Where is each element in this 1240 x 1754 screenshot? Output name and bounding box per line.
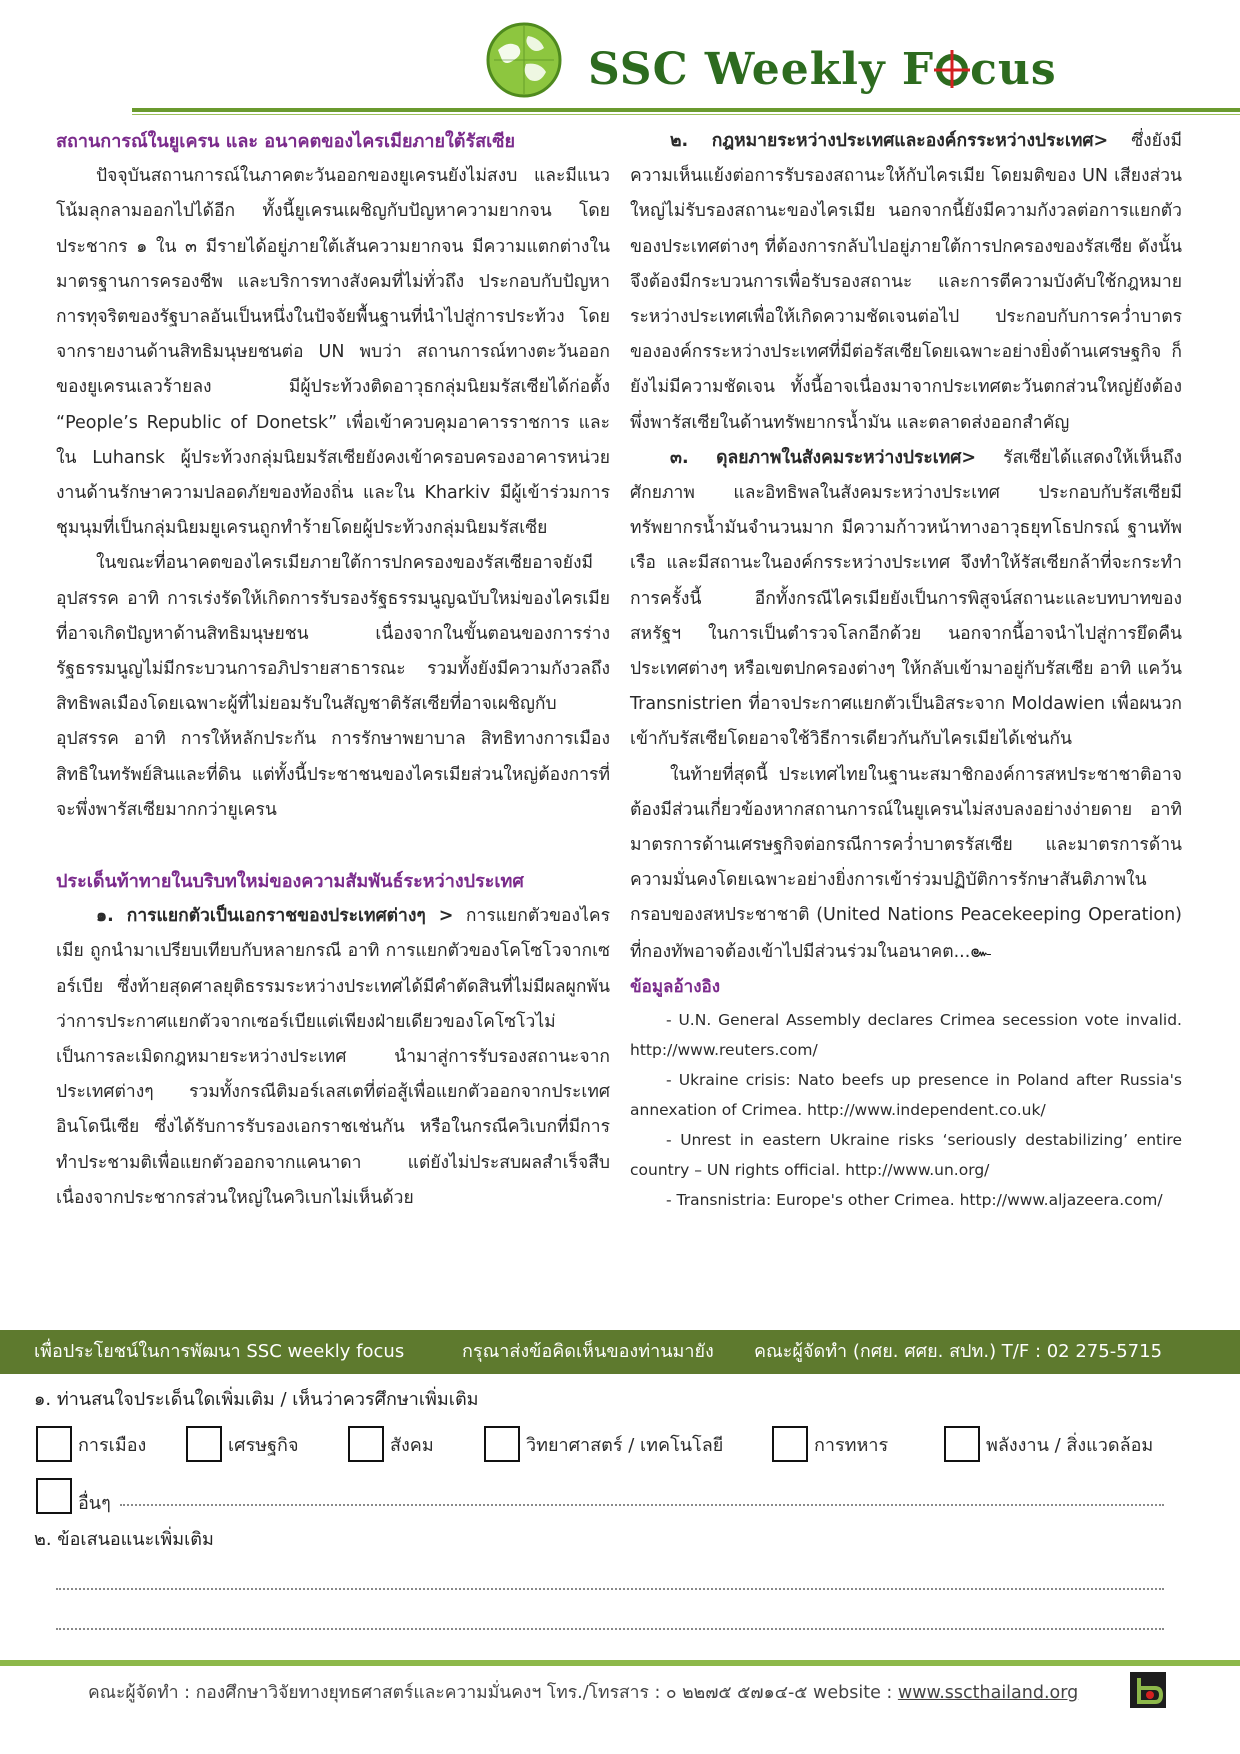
suggestion-line-1[interactable] xyxy=(56,1588,1164,1590)
header xyxy=(0,0,1240,120)
paragraph-balance xyxy=(630,441,1182,758)
point-3-lead: ๓. ดุลยภาพในสังคมระหว่างประเทศ> xyxy=(670,447,977,468)
paragraph-secession xyxy=(56,899,610,1216)
paragraph-ukraine-situation: ปัจจุบันสถานการณ์ในภาคตะวันออกของยูเครนยังไม่สงบ และมีแนวโน้มลุกลามออกไปได้อีก ทั้งนี้ยูเครนเผชิญกับปัญหาความยากจน โดยประชากร ๑ ใน ๓ มีรายได้อยู่ภายใต้เส้นความยากจน มีความแตกต่างในมาตรฐานการครองชีพ และบริการทางสังคมที่ไม่ทั่วถึง ประกอบกับปัญหาการทุจริตของรัฐบาลอันเป็นหนึ่งในปัจจัยพื้นฐานที่นำไปสู่การประท้วง โดยจากรายงานด้านสิทธิมนุษยชนต่อ UN พบว่า สถานการณ์ทางตะวันออกของยูเครนเลวร้ายลง มีผู้ประท้วงติดอาวุธกลุ่มนิยมรัสเซียได้ก่อตั้ง “People’s Republic of Donetsk” เพื่อเข้าควบคุมอาคารราชการ และใน Luhansk ผู้ประท้วงกลุ่มนิยมรัสเซียยังคงเข้าครอบครองอาคารหน่วยงานด้านรักษาความปลอดภัยของท้องถิ่น และใน Kharkiv มีผู้เข้าร่วมการชุมนุมที่เป็นกลุ่มนิยมยูเครนถูกทำร้ายโดยผู้ประท้วงกลุ่มนิยมรัสเซีย xyxy=(56,166,610,539)
reference-link[interactable]: http://www.aljazeera.com/ xyxy=(959,1191,1163,1210)
reference-title: - Ukraine crisis: Nato beefs up presence in Poland after Russia's annexation of Crimea. xyxy=(630,1071,1182,1120)
band-mid-text: กรุณาส่งข้อคิดเห็นของท่านมายัง xyxy=(462,1341,714,1362)
left-column xyxy=(56,124,610,1216)
point-3-text: รัสเซียได้แสดงให้เห็นถึงศักยภาพ และอิทธิพลในสังคมระหว่างประเทศ ประกอบกับรัสเซียมีทรัพยากรน้ำมันจำนวนมาก มีความก้าวหน้าทางอาวุธยุทโธปกรณ์ ฐานทัพเรือ และมีสถานะในองค์กรระหว่างประเทศ จึงทำให้รัสเซียกล้าที่จะกระทำการครั้งนี้ อีกทั้งกรณีไครเมียยังเป็นการพิสูจน์สถานะและบทบาทของสหรัฐฯ ในการเป็นตำรวจโลกอีกด้วย นอกจากนี้อาจนำไปสู่การยึดคืนประเทศต่างๆ หรือเขตปกครองต่างๆ ให้กลับเข้ามาอยู่กับรัสเซีย อาทิ แคว้น Transnistrien ที่อาจประกาศแยกตัวเป็นอิสระจาก Moldawien เพื่อผนวกเข้ากับรัสเซียโดยอาจใช้วิธีการเดียวกันกับไครเมียได้เช่นกัน xyxy=(630,447,1182,750)
website-link[interactable]: www.sscthailand.org xyxy=(897,1683,1079,1703)
checkbox-label: เศรษฐกิจ xyxy=(228,1435,299,1456)
brand-title xyxy=(588,44,1057,95)
checkbox-label: วิทยาศาสตร์ / เทคโนโลยี xyxy=(526,1435,724,1456)
brand-text-start: SSC Weekly F xyxy=(588,44,935,95)
checkbox-box[interactable] xyxy=(944,1426,980,1462)
reference-title: - Transnistria: Europe's other Crimea. xyxy=(666,1191,955,1210)
paragraph-international-law xyxy=(630,124,1182,441)
end-flourish-icon: ๛ xyxy=(970,940,992,962)
section-title-challenges: ประเด็นท้าทายในบริบทใหม่ของความสัมพันธ์ระหว่างประเทศ xyxy=(56,871,524,893)
checkbox-box[interactable] xyxy=(348,1426,384,1462)
point-2-text: ซึ่งยังมีความเห็นแย้งต่อการรับรองสถานะให้กับไครเมีย โดยมติของ UN เสียงส่วนใหญ่ไม่รับรองสถานะของไครเมีย นอกจากนี้ยังมีความกังวลต่อการแยกตัวของประเทศต่างๆ ที่ต้องการกลับไปอยู่ภายใต้การปกครองของรัสเซีย ดังนั้นจึงต้องมีกระบวนการเพื่อรับรองสถานะ และการตีความบังคับใช้กฎหมายระหว่างประเทศเพื่อให้เกิดความชัดเจนต่อไป ประกอบกับการคว่ำบาตรขององค์กรระหว่างประเทศที่มีต่อรัสเซียโดยเฉพาะอย่างยิ่งด้านเศรษฐกิจ ก็ยังไม่มีความชัดเจน ทั้งนี้อาจเนื่องมาจากประเทศตะวันตกส่วนใหญ่ยังต้องพึ่งพารัสเซียในด้านทรัพยากรน้ำมัน และตลาดส่งออกสำคัญ xyxy=(630,131,1182,433)
checkbox-label: พลังงาน / สิ่งแวดล้อม xyxy=(986,1435,1154,1456)
reference-link[interactable]: http://www.independent.co.uk/ xyxy=(807,1101,1046,1120)
reference-link[interactable]: http://www.reuters.com/ xyxy=(630,1041,818,1060)
checkbox-box[interactable] xyxy=(772,1426,808,1462)
checkbox-box[interactable] xyxy=(36,1478,72,1514)
reference-link[interactable]: http://www.un.org/ xyxy=(845,1161,990,1180)
reference-item xyxy=(630,1005,1182,1065)
band-right-text: คณะผู้จัดทำ (กศย. ศศย. สปท.) T/F : 02 275-5715 xyxy=(754,1341,1163,1362)
point-2-lead: ๒. กฎหมายระหว่างประเทศและองค์กรระหว่างประเทศ> xyxy=(670,131,1109,151)
question-1: ๑. ท่านสนใจประเด็นใดเพิ่มเติม / เห็นว่าควรศึกษาเพิ่มเติม xyxy=(34,1389,479,1410)
footer xyxy=(88,1678,1078,1706)
globe-logo-icon xyxy=(484,20,564,100)
conclusion-text: ในท้ายที่สุดนี้ ประเทศไทยในฐานะสมาชิกองค์การสหประชาชาติอาจต้องมีส่วนเกี่ยวข้องหากสถานการณ์ในยูเครนไม่สงบลงอย่างง่ายดาย อาทิ มาตรการด้านเศรษฐกิจต่อกรณีการคว่ำบาตรรัสเซีย และมาตรการด้านความมั่นคงโดยเฉพาะอย่างยิ่งการเข้าร่วมปฏิบัติการรักษาสันติภาพในกรอบของสหประชาชาติ (United Nations Peacekeeping Operation) ที่กองทัพอาจต้องเข้าไปมีส่วนร่วมในอนาคต... xyxy=(630,764,1182,962)
footer-rule xyxy=(0,1660,1240,1666)
suggestion-line-2[interactable] xyxy=(56,1628,1164,1630)
references-list xyxy=(630,1005,1182,1215)
checkbox-label: สังคม xyxy=(390,1435,434,1456)
feedback-band xyxy=(0,1330,1240,1374)
band-left-text: เพื่อประโยชน์ในการพัฒนา SSC weekly focus xyxy=(34,1341,405,1362)
brand-text-end: cus xyxy=(970,44,1057,95)
reference-item xyxy=(630,1065,1182,1125)
question-2: ๒. ข้อเสนอแนะเพิ่มเติม xyxy=(34,1529,214,1550)
point-1-lead: ๑. การแยกตัวเป็นเอกราชของประเทศต่างๆ > xyxy=(96,906,454,927)
checkbox-box[interactable] xyxy=(484,1426,520,1462)
crosshair-o-icon xyxy=(932,48,972,88)
paragraph-conclusion xyxy=(630,758,1182,970)
paragraph-crimea-future: ในขณะที่อนาคตของไครเมียภายใต้การปกครองของรัสเซียอาจยังมีอุปสรรค อาทิ การเร่งรัดให้เกิดการรับรองรัฐธรรมนูญฉบับใหม่ของไครเมียที่อาจเกิดปัญหาด้านสิทธิมนุษยชน เนื่องจากในขั้นตอนของการร่างรัฐธรรมนูญไม่มีกระบวนการอภิปรายสาธารณะ รวมทั้งยังมีความกังวลถึงสิทธิพลเมืองโดยเฉพาะผู้ที่ไม่ยอมรับในสัญชาติรัสเซียที่อาจเผชิญกับอุปสรรค อาทิ การให้หลักประกัน การรักษาพยาบาล สิทธิทางการเมือง สิทธิในทรัพย์สินและที่ดิน แต่ทั้งนี้ประชาชนของไครเมียส่วนใหญ่ต้องการที่จะพึ่งพารัสเซียมากกว่ายูเครน xyxy=(56,553,610,820)
header-rule xyxy=(132,108,1240,112)
checkbox-box[interactable] xyxy=(36,1426,72,1462)
checkbox-label: การเมือง xyxy=(78,1435,147,1456)
reference-title: - U.N. General Assembly declares Crimea secession vote invalid. xyxy=(666,1011,1182,1030)
ssc-logo-icon xyxy=(1130,1672,1166,1708)
checkbox-label: อื่นๆ xyxy=(78,1493,111,1514)
footer-text: คณะผู้จัดทำ : กองศึกษาวิจัยทางยุทธศาสตร์และความมั่นคงฯ โทร./โทรสาร : ๐ ๒๒๗๕ ๕๗๑๔-๕ website : xyxy=(88,1683,898,1703)
reference-item xyxy=(630,1125,1182,1185)
reference-title: - Unrest in eastern Ukraine risks ‘seriously destabilizing’ entire country – UN rights official. xyxy=(630,1131,1182,1180)
right-column xyxy=(630,124,1182,1215)
other-input-line[interactable] xyxy=(120,1504,1164,1506)
checkbox-box[interactable] xyxy=(186,1426,222,1462)
checkbox-label: การทหาร xyxy=(814,1435,889,1456)
section-title-crimea: สถานการณ์ในยูเครน และ อนาคตของไครเมียภายใต้รัสเซีย xyxy=(56,131,516,152)
reference-item xyxy=(630,1185,1182,1215)
references-title: ข้อมูลอ้างอิง xyxy=(630,976,721,997)
header-rule-thin xyxy=(132,114,1240,115)
point-1-text: การแยกตัวของไครเมีย ถูกนำมาเปรียบเทียบกับหลายกรณี อาทิ การแยกตัวของโคโซโวจากเซอร์เบีย ซึ่งท้ายสุดศาลยุติธรรมระหว่างประเทศได้มีคำตัดสินที่ไม่มีผลผูกพันว่าการประกาศแยกตัวจากเซอร์เบียแต่เพียงฝ่ายเดียวของโคโซโวไม่เป็นการละเมิดกฎหมายระหว่างประเทศ นำมาสู่การรับรองสถานะจากประเทศต่างๆ รวมทั้งกรณีติมอร์เลสเตที่ต่อสู้เพื่อแยกตัวออกจากประเทศอินโดนีเซีย ซึ่งได้รับการรับรองเอกราชเช่นกัน หรือในกรณีควิเบกที่มีการทำประชามติเพื่อแยกตัวออกจากแคนาดา แต่ยังไม่ประสบผลสำเร็จสืบเนื่องจากประชากรส่วนใหญ่ในควิเบกไม่เห็นด้วย xyxy=(56,906,610,1208)
